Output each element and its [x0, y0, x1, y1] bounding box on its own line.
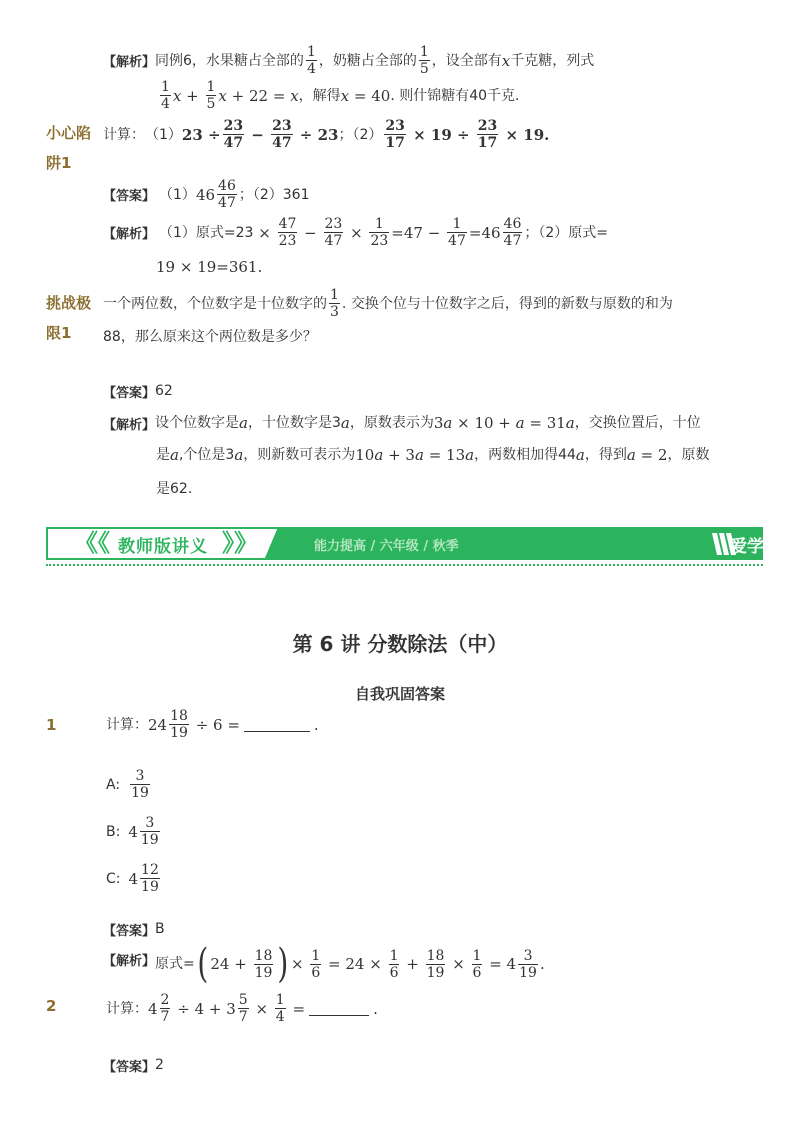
- fraction: $\frac{23}{47}$: [223, 118, 244, 151]
- q1-stem: [106, 708, 319, 741]
- math-var: a: [575, 446, 585, 464]
- part-2: ；（2）: [338, 126, 383, 143]
- answer-tag: 【答案】: [103, 189, 156, 204]
- challenge-question-line1: [103, 287, 673, 320]
- q1-option-a[interactable]: [106, 768, 152, 801]
- math-expr: ÷ 6 =: [190, 715, 240, 734]
- math-var: a: [170, 446, 179, 464]
- analysis-text-d: 千克糖，列式: [510, 52, 595, 69]
- challenge-analysis-line3: 是62.: [156, 481, 193, 497]
- part-1: （1）: [145, 126, 182, 143]
- math-expr: +: [181, 86, 204, 105]
- math-expr: .: [373, 999, 378, 1018]
- option-label: C:: [106, 870, 121, 887]
- analysis-row-1: [103, 44, 594, 77]
- q2-stem: [106, 992, 378, 1025]
- challenge-answer-value: 62: [155, 383, 173, 399]
- fraction: $\frac{23}{47}$: [272, 118, 292, 151]
- q1-analysis: [103, 941, 545, 987]
- banner-logo-text: 爱学习: [730, 537, 781, 557]
- answer-blank: [309, 1001, 369, 1016]
- careful-question: [103, 118, 549, 151]
- math-expr: ×: [447, 955, 470, 973]
- challenge-analysis-line2: [156, 444, 709, 466]
- math-expr: 3a × 10 + a = 31a: [433, 414, 575, 432]
- careful-label-line1: 小心陷: [46, 124, 92, 142]
- q1-answer-value: B: [155, 921, 165, 937]
- question-number: 2: [46, 997, 57, 1015]
- fraction: $\frac{2}{7}$: [160, 992, 170, 1025]
- fraction: $\frac{1}{5}$: [419, 44, 429, 77]
- fraction: $\frac{1}{4}$: [161, 79, 170, 112]
- analysis-part-1: （1）原式=23: [159, 224, 254, 241]
- math-expr: x: [172, 86, 182, 105]
- math-expr: = 24 ×: [323, 955, 387, 973]
- section-title: 自我巩固答案: [354, 685, 445, 703]
- math-expr: x = 40: [340, 86, 391, 105]
- math-expr: × 19.: [500, 125, 550, 144]
- q2-answer-value: 2: [155, 1057, 164, 1073]
- math-expr: a = 2: [626, 446, 668, 464]
- fraction: $\frac{1}{6}$: [389, 947, 399, 981]
- analysis-tag: 【解析】: [103, 417, 156, 433]
- challenge-question-line2: 88，那么原来这个两位数是多少？: [103, 329, 317, 345]
- q2-answer: [103, 1054, 164, 1076]
- option-label: B:: [106, 823, 121, 840]
- math-expr: .: [539, 955, 545, 973]
- fraction: $\frac{47}{23}$: [278, 216, 297, 249]
- analysis-part-2: ；（2）原式=: [524, 224, 608, 241]
- analysis-text-c: ，设全部有: [431, 52, 502, 69]
- challenge-exp-b: ，十位数字是3: [247, 415, 341, 431]
- fraction: $\frac{1}{47}$: [448, 216, 466, 249]
- answer-blank: [244, 717, 310, 732]
- math-expr: ×: [291, 955, 309, 973]
- fraction: $\frac{1}{4}$: [306, 44, 316, 77]
- challenge-text-b: . 交换个位与十位数字之后，得到的新数与原数的和为: [341, 295, 673, 312]
- fraction: $\frac{1}{6}$: [472, 947, 482, 981]
- fraction: $\frac{1}{5}$: [206, 79, 216, 112]
- fraction: $\frac{3}{19}$: [131, 768, 149, 801]
- banner-subtitle: 能力提高 / 六年级 / 秋季: [314, 539, 459, 554]
- answer-tag: 【答案】: [103, 923, 156, 939]
- challenge-exp-h: ，两数相加得44: [474, 447, 576, 463]
- challenge-analysis-line1: [103, 412, 701, 434]
- fraction: $\frac{5}{7}$: [238, 992, 248, 1025]
- fraction: $\frac{1}{3}$: [330, 287, 339, 320]
- fraction: $\frac{23}{17}$: [385, 118, 405, 151]
- math-expr: 24 +: [210, 955, 252, 973]
- challenge-exp-i: ，得到: [584, 447, 627, 463]
- q1-option-b[interactable]: [106, 815, 162, 848]
- answer-part-1: （1）: [159, 186, 196, 203]
- math-expr: x + 22 = x: [218, 86, 299, 105]
- careful-label: [46, 118, 91, 178]
- math-expr: =46: [468, 223, 501, 242]
- challenge-label-line1: 挑战极: [46, 294, 92, 312]
- math-var: x: [501, 51, 511, 70]
- fraction: $\frac{3}{19}$: [519, 947, 537, 981]
- analysis-tag: 【解析】: [103, 227, 156, 242]
- math-expr: =: [287, 999, 306, 1018]
- challenge-text-a: 一个两位数，个位数字是十位数字的: [103, 295, 327, 312]
- math-expr: (: [197, 941, 209, 987]
- math-expr: × 19 ÷: [407, 125, 475, 144]
- careful-analysis-line2: 19 × 19=361.: [156, 258, 263, 276]
- math-expr: ÷ 4 + 3: [172, 999, 236, 1018]
- analysis-text-f: . 则什锦糖有40千克.: [390, 87, 520, 104]
- option-label: A:: [106, 776, 121, 793]
- fraction: $\frac{1}{4}$: [275, 992, 285, 1025]
- math-expr: +: [401, 955, 424, 973]
- math-expr: =47 −: [391, 223, 446, 242]
- fraction: $\frac{23}{17}$: [477, 118, 498, 151]
- math-expr: 46: [195, 185, 216, 204]
- math-expr: 10a + 3a = 13a: [355, 446, 475, 464]
- math-var: a: [239, 414, 248, 432]
- fraction: $\frac{18}{19}$: [426, 947, 445, 981]
- math-expr: 4: [148, 999, 158, 1018]
- q1-prefix: 计算：: [106, 716, 148, 733]
- math-expr: 24: [148, 715, 168, 734]
- fraction: $\frac{18}{19}$: [170, 708, 188, 741]
- q1-exp-prefix: 原式=: [155, 956, 195, 972]
- q2-prefix: 计算：: [106, 1000, 148, 1017]
- challenge-label: [46, 288, 91, 348]
- analysis-tag: 【解析】: [103, 954, 156, 969]
- math-expr: = 4: [484, 955, 517, 973]
- careful-label-line2: 阱1: [46, 154, 72, 172]
- equation-row: [158, 79, 520, 112]
- careful-answer: [103, 178, 310, 211]
- analysis-text-b: ，奶糖占全部的: [318, 52, 417, 69]
- math-expr: 23 ÷: [181, 125, 221, 144]
- teacher-edition-banner: [46, 527, 781, 560]
- fraction: $\frac{18}{19}$: [254, 947, 273, 981]
- banner-dotted-divider: [46, 564, 763, 566]
- fraction: $\frac{12}{19}$: [141, 862, 159, 895]
- math-expr: 4: [128, 822, 138, 841]
- challenge-exp-c: ，原数表示为: [349, 415, 434, 431]
- fraction: $\frac{46}{47}$: [503, 216, 522, 249]
- fraction: $\frac{23}{47}$: [324, 216, 343, 249]
- math-expr: ): [277, 941, 289, 987]
- answer-part-2: ；（2）361: [238, 186, 310, 203]
- challenge-exp-e: 是: [156, 447, 170, 463]
- analysis-text-a: 同例6，水果糖占全部的: [155, 52, 304, 69]
- analysis-text-e: ，解得: [298, 87, 341, 104]
- math-expr: .: [313, 715, 319, 734]
- answer-tag: 【答案】: [103, 1059, 156, 1075]
- math-expr: ×: [250, 999, 273, 1018]
- fraction: $\frac{3}{19}$: [140, 815, 159, 848]
- math-expr: 4: [128, 869, 139, 888]
- fraction: $\frac{1}{6}$: [311, 947, 321, 981]
- careful-analysis: [103, 216, 608, 249]
- answer-tag: 【答案】: [103, 385, 156, 401]
- math-var: a: [340, 414, 350, 432]
- math-expr: −: [246, 125, 270, 144]
- challenge-exp-j: ，原数: [667, 447, 710, 463]
- challenge-exp-d: ，交换位置后，十位: [574, 415, 701, 431]
- banner-title: 教师版讲义: [118, 537, 208, 557]
- math-var: a: [234, 446, 244, 464]
- calc-label: 计算：: [103, 126, 145, 143]
- math-expr: ÷ 23: [294, 125, 339, 144]
- math-expr: −: [299, 223, 322, 242]
- challenge-exp-f: ,个位是3: [178, 447, 235, 463]
- q1-answer: [103, 918, 165, 940]
- q1-option-c[interactable]: [106, 862, 162, 895]
- chevron-right-icon: 》》: [222, 529, 258, 557]
- analysis-tag: 【解析】: [103, 55, 156, 70]
- challenge-answer: [103, 380, 173, 402]
- challenge-exp-g: ，则新数可表示为: [243, 447, 356, 463]
- chevron-left-icon: 《《: [74, 529, 110, 557]
- fraction: $\frac{46}{47}$: [218, 178, 236, 211]
- fraction: $\frac{1}{23}$: [370, 216, 389, 249]
- math-expr: ×: [345, 223, 368, 242]
- math-expr: ×: [253, 223, 276, 242]
- lecture-title: 第 6 讲 分数除法（中）: [292, 632, 508, 656]
- challenge-label-line2: 限1: [46, 324, 72, 342]
- challenge-exp-a: 设个位数字是: [155, 415, 240, 431]
- question-number: 1: [46, 716, 57, 734]
